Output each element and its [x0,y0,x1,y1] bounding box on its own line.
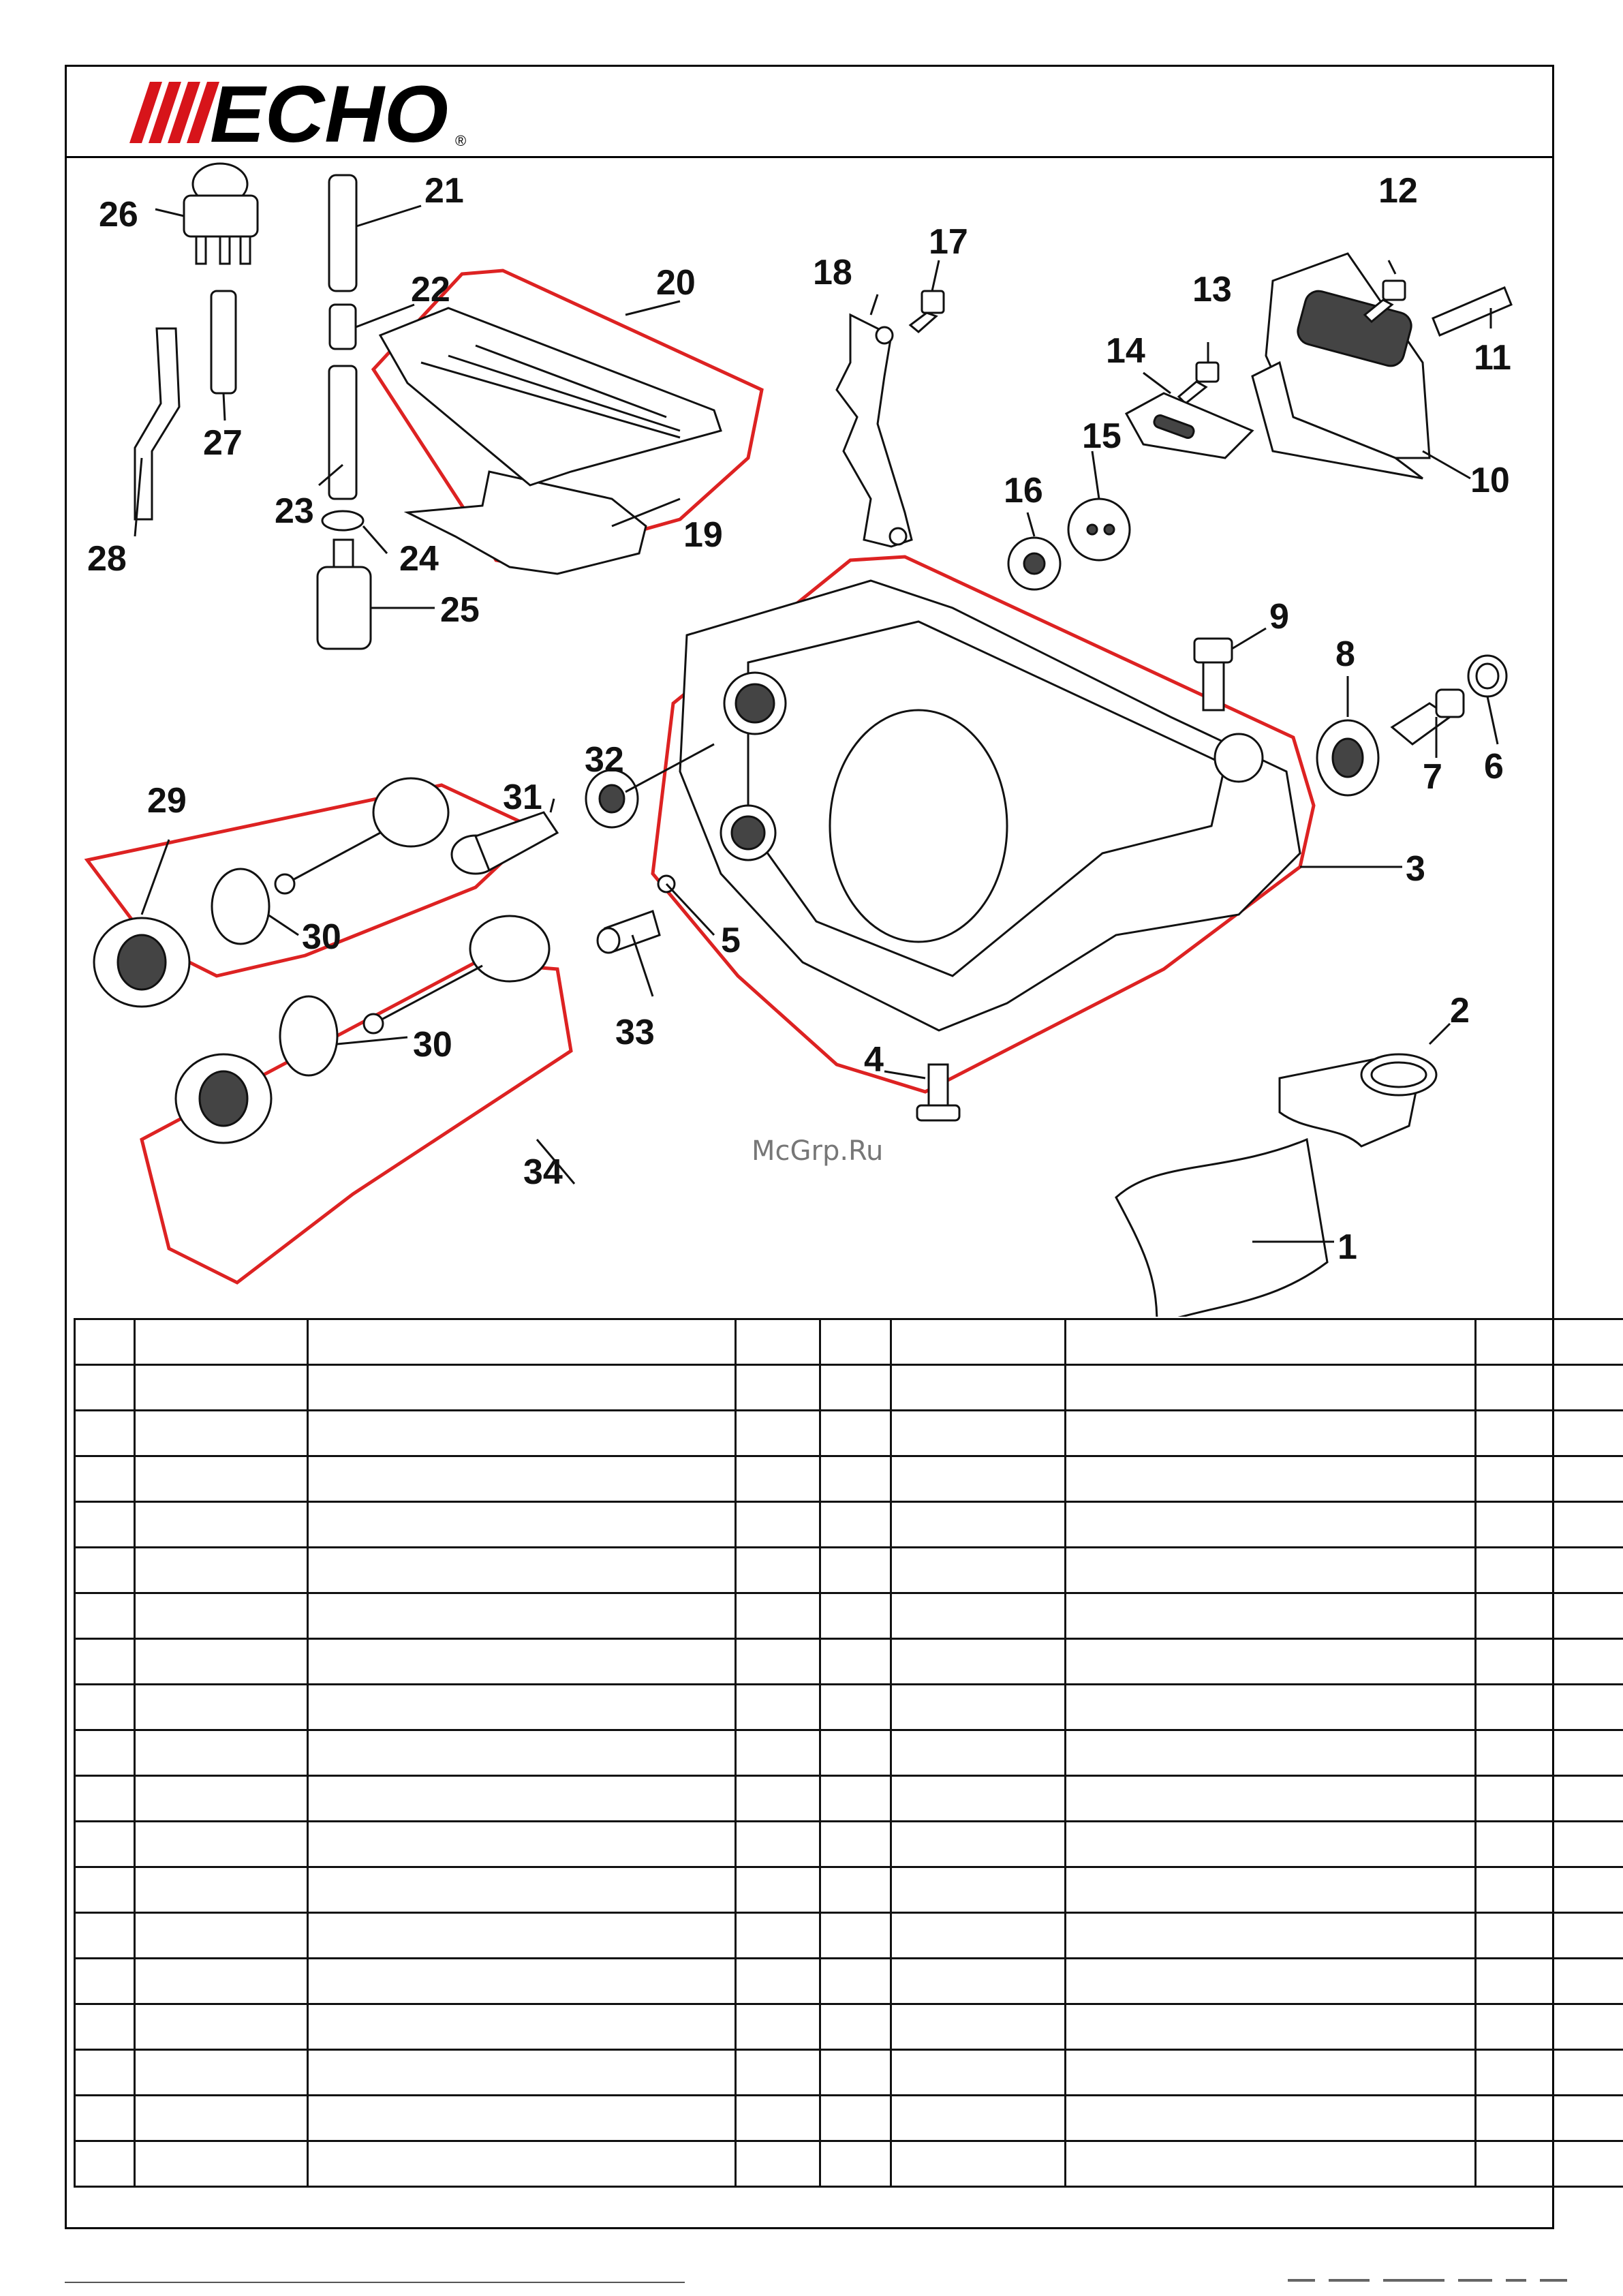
table-cell [820,2141,891,2187]
callout-23: 23 [275,491,314,531]
table-cell [891,1456,1066,1502]
table-cell [891,1822,1066,1867]
table-cell [1066,1822,1476,1867]
table-cell [135,2141,308,2187]
table-cell [308,1959,736,2004]
table-cell [1476,1776,1623,1822]
table-cell [891,1959,1066,2004]
callout-5: 5 [721,921,741,960]
table-cell [1476,1913,1623,1959]
table-cell [75,1411,135,1456]
table-cell [736,1639,820,1685]
table-cell [891,2096,1066,2141]
parts-table [74,1318,1623,2188]
table-cell [75,1959,135,2004]
table-cell [135,1365,308,1411]
table-row [75,2141,1623,2187]
table-row [75,1959,1623,2004]
table-cell [1476,1365,1623,1411]
table-cell [736,1867,820,1913]
callout-34: 34 [523,1152,563,1192]
part-17-screw [910,291,944,332]
callout-24: 24 [399,539,439,579]
table-row [75,2096,1623,2141]
table-row [75,1867,1623,1913]
callout-28: 28 [87,539,127,579]
logo-trademark: ® [455,132,467,149]
table-cell [1476,2004,1623,2050]
table-cell [135,1776,308,1822]
part-8-grommet [1317,720,1378,795]
callout-30: 30 [302,917,341,957]
table-cell [75,1685,135,1730]
table-cell [891,2050,1066,2096]
table-cell [308,1913,736,1959]
callout-22: 22 [411,270,450,309]
callout-27: 27 [203,423,243,463]
part-16-grommet [1008,538,1060,590]
table-cell [308,1776,736,1822]
table-body [75,1319,1623,2187]
callout-16: 16 [1004,471,1043,510]
callout-25: 25 [440,590,480,630]
callout-11: 11 [1474,338,1511,378]
watermark: McGrp.Ru [752,1135,884,1167]
table-cell [736,1776,820,1822]
table-cell [820,1365,891,1411]
table-cell [891,2004,1066,2050]
table-cell [135,1639,308,1685]
table-cell [1476,1822,1623,1867]
part-9-bolt [1194,639,1232,710]
table-cell [820,2004,891,2050]
table-cell [308,1685,736,1730]
table-cell [736,2141,820,2187]
table-cell [135,1867,308,1913]
table-cell [135,2004,308,2050]
table-cell [820,1959,891,2004]
table-row [75,2050,1623,2096]
table-cell [820,1593,891,1639]
part-11-stud [1433,288,1511,335]
callout-2: 2 [1450,991,1470,1030]
table-cell [1066,2141,1476,2187]
table-cell [135,1502,308,1548]
table-cell [1066,2050,1476,2096]
table-cell [820,1867,891,1913]
callout-7: 7 [1423,757,1442,797]
table-cell [891,1913,1066,1959]
part-27-hose [211,291,236,393]
part-31-valve [452,812,557,874]
table-cell [736,1730,820,1776]
table-cell [75,1730,135,1776]
table-cell [736,1913,820,1959]
logo-text: ECHO [210,75,448,150]
table-cell [820,2050,891,2096]
callout-21: 21 [424,171,464,211]
callout-13: 13 [1192,270,1232,309]
table-cell [820,1639,891,1685]
callout-10: 10 [1470,461,1510,500]
table-cell [891,1502,1066,1548]
table-cell [1066,1502,1476,1548]
table-cell [736,2096,820,2141]
table-cell [135,1959,308,2004]
table-cell [135,1913,308,1959]
table-cell [820,1822,891,1867]
table-cell [1476,2141,1623,2187]
table-cell [891,1776,1066,1822]
table-cell [1476,1959,1623,2004]
table-row [75,1456,1623,1502]
part-22-fitting [330,305,356,349]
table-cell [75,2141,135,2187]
table-header-row [75,1319,1623,1365]
table-cell [135,1411,308,1456]
table-cell [891,1639,1066,1685]
table-cell [308,1502,736,1548]
table-cell [75,2004,135,2050]
table-cell [736,1456,820,1502]
table-cell [891,1411,1066,1456]
callout-20: 20 [656,263,696,303]
table-cell [135,1319,308,1365]
table-cell [75,1822,135,1867]
table-cell [820,1913,891,1959]
table-cell [308,2096,736,2141]
table-cell [891,1548,1066,1593]
callout-4: 4 [864,1040,884,1080]
callout-6: 6 [1484,747,1504,786]
table-row [75,1822,1623,1867]
table-cell [308,2004,736,2050]
table-row [75,1913,1623,1959]
table-cell [736,1822,820,1867]
table-cell [1476,1867,1623,1913]
part-18-spike-bumper [837,315,912,547]
table-cell [135,1548,308,1593]
table-cell [1066,1913,1476,1959]
part-30-oring-b [280,996,337,1075]
footer-rule [65,2282,685,2283]
table-cell [1066,1730,1476,1776]
callout-15: 15 [1082,416,1122,456]
callout-3: 3 [1406,849,1425,889]
table-cell [736,1411,820,1456]
callout-18: 18 [813,253,852,292]
table-cell [75,1593,135,1639]
table-cell [308,1548,736,1593]
table-cell [891,2141,1066,2187]
table-cell [820,1456,891,1502]
table-cell [308,1867,736,1913]
table-cell [1066,1548,1476,1593]
table-cell [308,1639,736,1685]
part-24-oring [322,511,363,530]
callout-9: 9 [1269,597,1289,637]
table-cell [75,1365,135,1411]
table-cell [1476,1548,1623,1593]
part-14-bracket [1126,393,1252,458]
table-cell [75,1776,135,1822]
table-cell [1066,2004,1476,2050]
table-cell [891,1593,1066,1639]
table-cell [308,2050,736,2096]
table-cell [1476,1319,1623,1365]
table-cell [308,1593,736,1639]
table-cell [1066,1456,1476,1502]
table-cell [1476,2050,1623,2096]
logo-stripes [129,82,219,143]
table-cell [75,2050,135,2096]
table-cell [1066,1365,1476,1411]
table-cell [1066,1685,1476,1730]
callout-26: 26 [99,195,138,234]
table-cell [1066,1959,1476,2004]
table-row [75,1593,1623,1639]
table-row [75,2004,1623,2050]
table-cell [820,1319,891,1365]
table-cell [1066,1593,1476,1639]
table-cell [736,1502,820,1548]
table-cell [75,1319,135,1365]
table-cell [75,2096,135,2141]
callout-17: 17 [929,222,968,262]
part-21-tube [329,175,356,291]
table-cell [736,1593,820,1639]
table-cell [308,1411,736,1456]
table-cell [891,1730,1066,1776]
table-cell [736,1365,820,1411]
table-cell [1066,1867,1476,1913]
table-row [75,1502,1623,1548]
table-row [75,1639,1623,1685]
table-cell [308,1365,736,1411]
part-2-intake-elbow [1280,1054,1436,1146]
part-7-fitting [1392,690,1464,744]
part-33-nozzle [598,911,660,953]
part-19-gasket [407,472,646,574]
callout-19: 19 [683,515,723,555]
table-cell [1476,1685,1623,1730]
table-cell [308,1730,736,1776]
callout-8: 8 [1335,634,1355,674]
part-6-cap [1468,656,1506,697]
table-cell [891,1685,1066,1730]
table-cell [75,1502,135,1548]
callout-14: 14 [1106,331,1145,371]
part-30-oring-a [212,869,269,944]
table-cell [135,1685,308,1730]
table-cell [1476,2096,1623,2141]
table-cell [1066,1776,1476,1822]
part-1-decal [1116,1139,1327,1317]
callout-31: 31 [503,778,542,817]
echo-logo [129,75,484,150]
table-row [75,1411,1623,1456]
table-cell [75,1867,135,1913]
callout-32: 32 [585,740,624,780]
table-cell [135,2050,308,2096]
part-13-screw [1179,363,1218,403]
table-cell [75,1548,135,1593]
table-cell [75,1639,135,1685]
table-cell [891,1867,1066,1913]
table-cell [75,1913,135,1959]
table-cell [1066,1319,1476,1365]
table-cell [820,1685,891,1730]
part-15-grommet [1068,499,1130,560]
table-cell [820,2096,891,2141]
table-cell [75,1456,135,1502]
table-cell [135,1822,308,1867]
table-cell [308,1456,736,1502]
table-cell [1476,1730,1623,1776]
callout-33: 33 [615,1013,655,1052]
table-cell [820,1411,891,1456]
table-cell [736,1685,820,1730]
table-cell [736,2050,820,2096]
table-row [75,1730,1623,1776]
table-cell [1476,1593,1623,1639]
parts-diagram [67,158,1552,1317]
part-26-primer-bulb [184,164,258,264]
table-row [75,1548,1623,1593]
table-row [75,1365,1623,1411]
callout-12: 12 [1378,171,1418,211]
table-cell [1476,1456,1623,1502]
table-cell [135,1593,308,1639]
table-cell [1066,1411,1476,1456]
table-cell [891,1365,1066,1411]
table-cell [736,2004,820,2050]
table-row [75,1685,1623,1730]
footer-marks [1288,2276,1574,2286]
table-cell [736,1319,820,1365]
table-cell [1066,2096,1476,2141]
table-cell [1476,1639,1623,1685]
part-25-filter [318,540,371,649]
table-cell [891,1319,1066,1365]
part-23-tube [329,366,356,499]
table-cell [308,1319,736,1365]
table-cell [736,1959,820,2004]
table-cell [308,2141,736,2187]
callout-1: 1 [1338,1227,1357,1267]
table-cell [135,1730,308,1776]
callout-30-second: 30 [413,1025,452,1065]
table-cell [135,1456,308,1502]
part-34-oil-cap [176,916,549,1143]
table-cell [820,1776,891,1822]
callout-29: 29 [147,781,187,821]
table-cell [820,1502,891,1548]
table-cell [820,1730,891,1776]
table-cell [1476,1502,1623,1548]
table-cell [1066,1639,1476,1685]
table-row [75,1776,1623,1822]
part-28-hose [135,328,179,519]
table-cell [1476,1411,1623,1456]
table-cell [820,1548,891,1593]
table-cell [308,1822,736,1867]
table-cell [736,1548,820,1593]
table-cell [135,2096,308,2141]
